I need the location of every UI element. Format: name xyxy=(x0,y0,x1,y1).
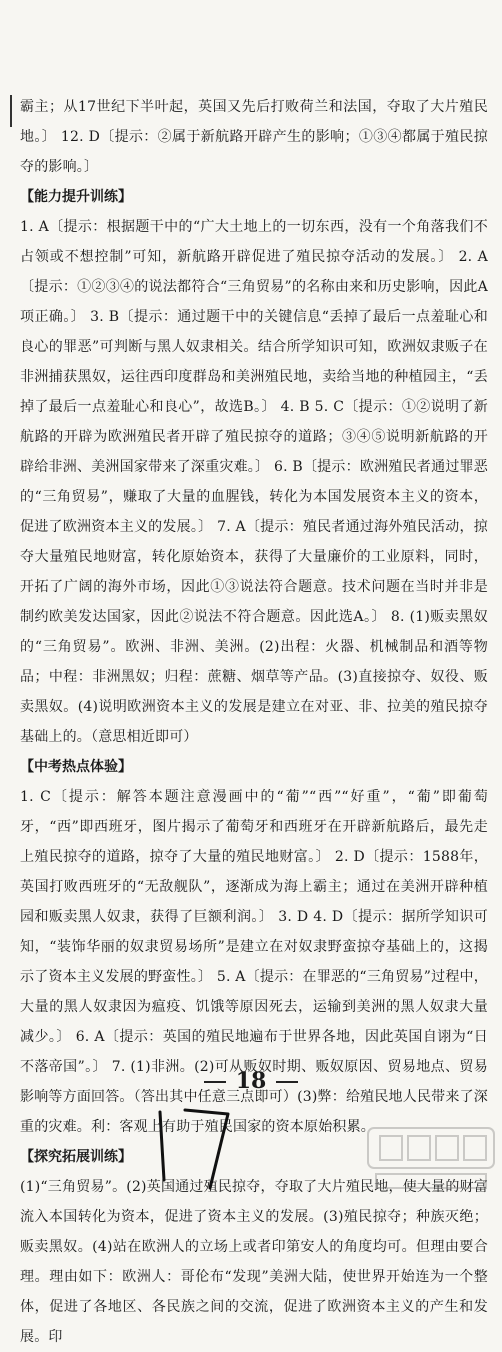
section-heading-exam: 【中考热点体验】 xyxy=(20,759,132,775)
section-body-explore: (1)“三角贸易”。(2)英国通过殖民掠夺，夺取了大片殖民地，使大量的财富流入本国转化为资本，促进了资本主义的发展。(3)殖民掠夺；种族灭绝；贩卖黑奴。(4)站在欧洲人的立场上或者印第安人的角度均可。但理由要合理。理由如下：欧洲人：哥伦布“发现”美洲大陆，使世界开始连为一个整体，促进了各地区、各民族之间的交流，促进了欧洲资本主义的产生和发展。印 xyxy=(20,1179,488,1345)
page-number xyxy=(0,1068,502,1094)
paragraph-continuation: 霸主；从17世纪下半叶起，英国又先后打败荷兰和法国，夺取了大片殖民地。〕 12. D〔提示：②属于新航路开辟产生的影响；①③④都属于殖民掠夺的影响。〕 xyxy=(20,99,488,175)
dash-left xyxy=(204,1081,226,1083)
section-body-exam: 1. C〔提示：解答本题注意漫画中的“葡”“西”“好重”，“葡”即葡萄牙，“西”即西班牙，图片揭示了葡萄牙和西班牙在开辟新航路后，最先走上殖民掠夺的道路，掠夺了大量的殖民地财富。〕 2. D〔提示：1588年，英国打败西班牙的“无敌舰队”，逐渐成为海上霸主；通过在美洲开辟种植园和贩卖黑人奴隶，获得了巨额利润。〕 3. D 4. D〔提示：据所学知识可知，“装饰华丽的奴隶贸易场所”是建立在对奴隶野蛮掠夺基础上的，这揭示了资本主义发展的野蛮性。〕 5. A〔提示：在罪恶的“三角贸易”过程中，大量的黑人奴隶因为瘟疫、饥饿等原因死去，运输到美洲的黑人奴隶大量减少。〕 6. A〔提示：英国的殖民地遍布于世界各地，因此英国自诩为“日不落帝国”。〕 7. (1)非洲。(2)可从贩奴时期、贩奴原因、贸易地点、贸易影响等方面回答。（答出其中任意三点即可）(3)弊：给殖民地人民带来了深重的灾难。利：客观上有助于殖民国家的资本原始积累。 xyxy=(20,789,488,1135)
section-heading-ability: 【能力提升训练】 xyxy=(20,189,132,205)
dash-right xyxy=(276,1081,298,1083)
watermark-logo xyxy=(366,1124,496,1194)
section-body-ability: 1. A〔提示：根据题干中的“广大土地上的一切东西，没有一个角落我们不占领或不想控制”可知，新航路开辟促进了殖民掠夺活动的发展。〕 2. A〔提示：①②③④的说法都符合“三角贸易”的名称由来和历史影响，因此A项正确。〕 3. B〔提示：通过题干中的关键信息“丢掉了最后一点羞耻心和良心的罪恶”可判断与黑人奴隶相关。结合所学知识可知，欧洲奴隶贩子在非洲捕获黑奴，运往西印度群岛和美洲殖民地，卖给当地的种植园主，“丢掉了最后一点羞耻心和良心”，故选B。〕 4. B 5. C〔提示：①②说明了新航路的开辟为欧洲殖民者开辟了殖民掠夺的道路；③④⑤说明新航路的开辟给非洲、美洲国家带来了深重灾难。〕 6. B〔提示：欧洲殖民者通过罪恶的“三角贸易”，赚取了大量的血腥钱，转化为本国发展资本主义的资本，促进了欧洲资本主义的发展。〕 7. A〔提示：殖民者通过海外殖民活动，掠夺大量殖民地财富，转化原始资本，获得了大量廉价的工业原料，同时，开拓了广阔的海外市场，因此①③说法符合题意。技术问题在当时并非是制约欧美发达国家，因此②说法不符合题意。因此选A。〕 8. (1)贩卖黑奴的“三角贸易”。欧洲、非洲、美洲。(2)出程：火器、机械制品和酒等物品；中程：非洲黑奴；归程：蔗糖、烟草等产品。(3)直接掠夺、奴役、贩卖黑奴。(4)说明欧洲资本主义的发展是建立在对亚、非、拉美的殖民掠夺基础上的。（意思相近即可） xyxy=(20,219,488,745)
section-heading-explore: 【探究拓展训练】 xyxy=(20,1149,132,1165)
margin-mark xyxy=(10,95,12,127)
handwritten-mark xyxy=(150,1100,240,1195)
page-number-text: 18 xyxy=(235,1068,267,1094)
